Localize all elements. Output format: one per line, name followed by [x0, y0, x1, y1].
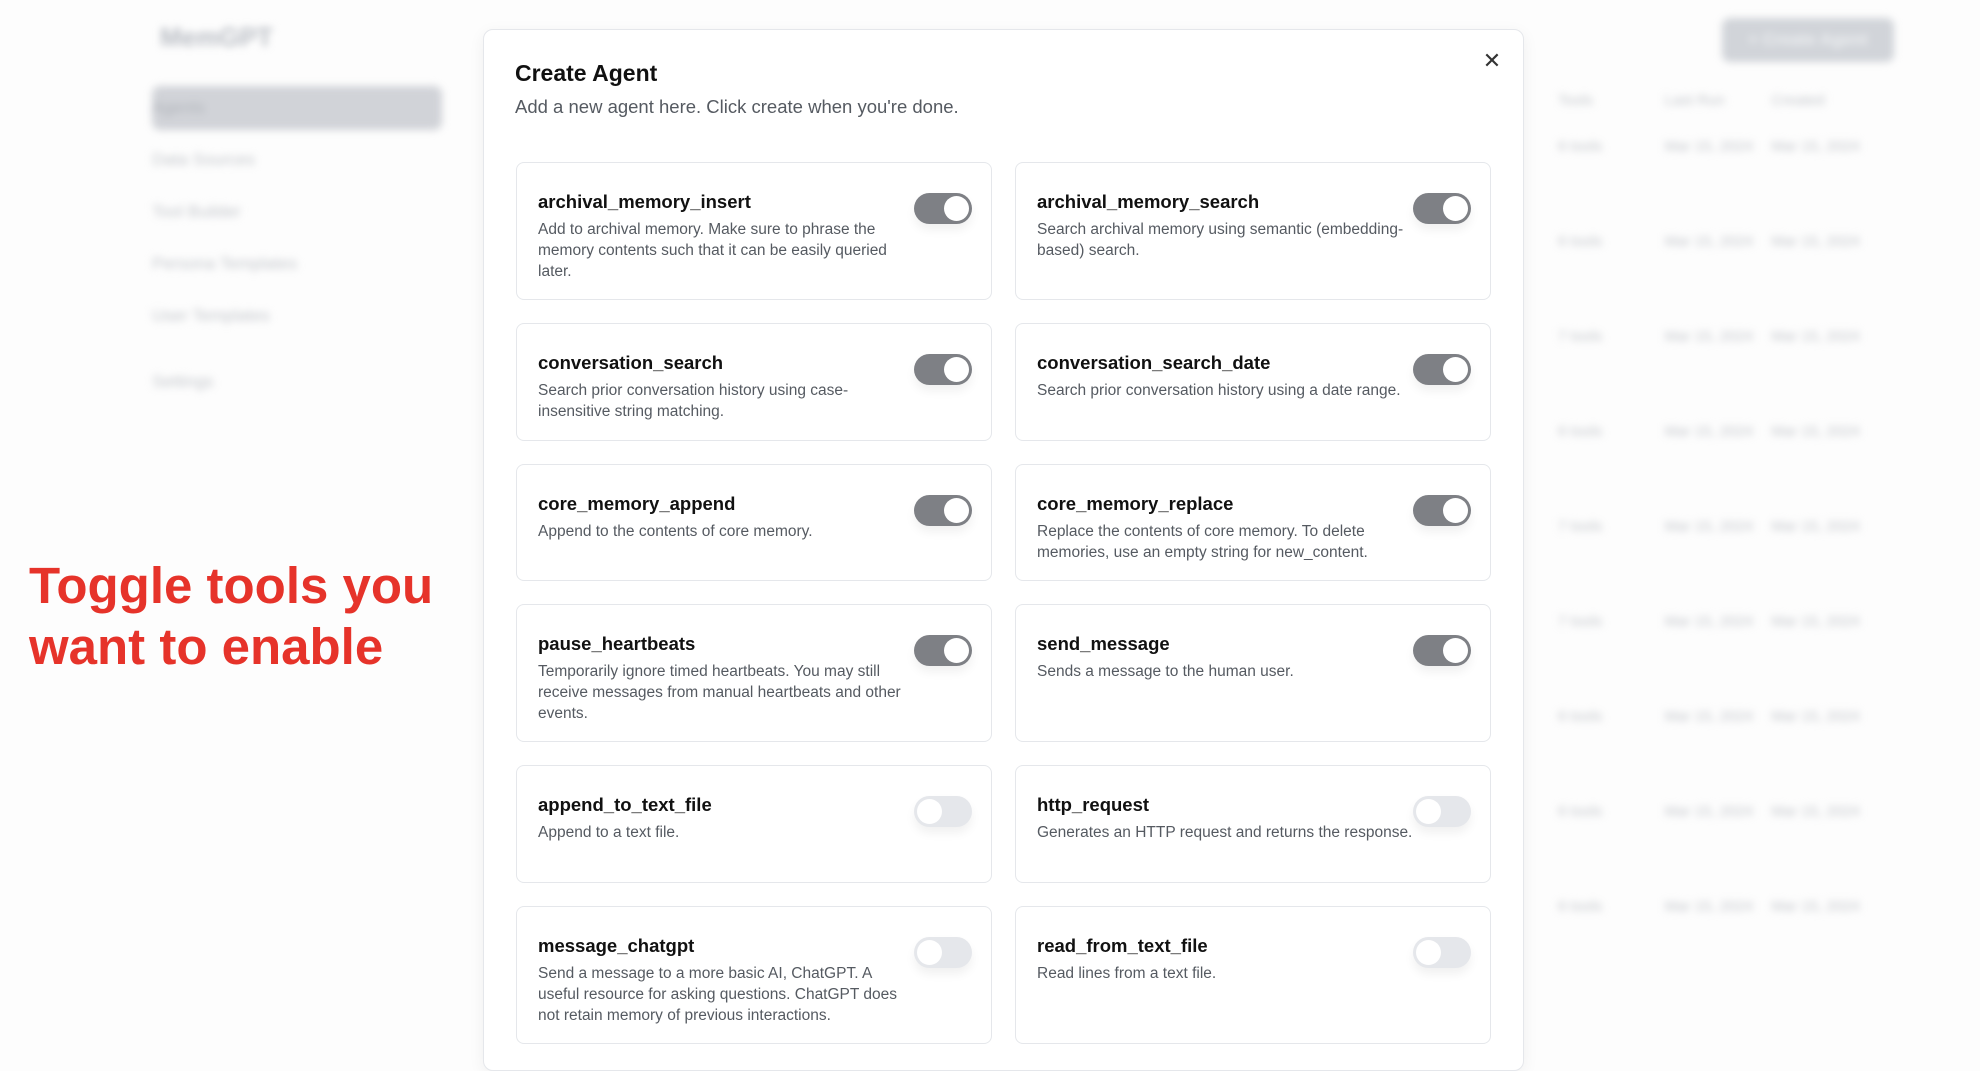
- table-row[interactable]: [1558, 518, 1878, 613]
- sidebar-nav: [152, 86, 442, 412]
- toggle-thumb: [1416, 799, 1441, 824]
- annotation-line: Toggle tools you: [29, 557, 434, 614]
- column-header: Last Run: [1664, 92, 1725, 109]
- tool-description: Generates an HTTP request and returns the response.: [1037, 824, 1413, 841]
- table-row[interactable]: [1558, 898, 1878, 993]
- tool-description: Search prior conversation history using a date range.: [1037, 382, 1401, 399]
- column-header: Tools: [1558, 92, 1594, 109]
- sidebar-item-tool-builder[interactable]: Tool Builder: [152, 202, 241, 221]
- table-cell: 6 tools: [1558, 708, 1603, 725]
- toggle-thumb: [944, 498, 969, 523]
- table-cell: Mar 15, 2024: [1771, 803, 1860, 820]
- annotation-line: want to enable: [29, 618, 384, 675]
- tool-card-message-chatgpt: [516, 906, 992, 1044]
- table-header: [1558, 92, 1878, 138]
- tool-name: http_request: [1037, 794, 1150, 815]
- tool-name: pause_heartbeats: [538, 633, 696, 654]
- close-icon[interactable]: ✕: [1482, 48, 1502, 73]
- toggle-thumb: [1416, 940, 1441, 965]
- tool-name: conversation_search_date: [1037, 352, 1271, 373]
- toggle-thumb: [1443, 638, 1468, 663]
- tool-card-conversation-search: [516, 323, 992, 441]
- table-cell: 6 tools: [1558, 138, 1603, 155]
- tool-name: send_message: [1037, 633, 1170, 654]
- tool-name: conversation_search: [538, 352, 724, 373]
- tool-card-http-request: [1015, 765, 1491, 883]
- tool-description: Add to archival memory. Make sure to phrase the memory contents such that it can be easily queried later.: [538, 221, 887, 280]
- tool-description: Sends a message to the human user.: [1037, 663, 1294, 680]
- tool-description: Read lines from a text file.: [1037, 965, 1217, 982]
- tool-description: Append to the contents of core memory.: [538, 523, 813, 540]
- table-cell: Mar 15, 2024: [1771, 233, 1860, 250]
- table-cell: 6 tools: [1558, 233, 1603, 250]
- toggle-thumb: [917, 940, 942, 965]
- app-brand: MemGPT: [160, 22, 273, 52]
- table-cell: Mar 15, 2024: [1771, 328, 1860, 345]
- tool-card-read-from-text-file: [1015, 906, 1491, 1044]
- tool-card-conversation-search-date: [1015, 323, 1491, 441]
- tool-toggle[interactable]: [914, 635, 972, 666]
- tool-toggle[interactable]: [1413, 354, 1471, 385]
- table-cell: Mar 15, 2024: [1664, 233, 1754, 250]
- table-row[interactable]: [1558, 803, 1878, 898]
- tool-toggle[interactable]: [914, 193, 972, 224]
- tool-description: Search prior conversation history using case-insensitive string matching.: [538, 382, 849, 420]
- toggle-thumb: [944, 638, 969, 663]
- sidebar-item-data-sources[interactable]: Data Sources: [152, 150, 255, 169]
- annotation-callout: [29, 555, 433, 677]
- tool-description: Temporarily ignore timed heartbeats. You may still receive messages from manual heartbeats and other events.: [538, 663, 901, 722]
- tool-grid: [516, 162, 1491, 1044]
- table-cell: 6 tools: [1558, 898, 1603, 915]
- table-cell: Mar 15, 2024: [1664, 613, 1754, 630]
- tool-toggle[interactable]: [914, 354, 972, 385]
- table-cell: 6 tools: [1558, 423, 1603, 440]
- toggle-thumb: [917, 799, 942, 824]
- table-row[interactable]: [1558, 233, 1878, 328]
- sidebar-item-user-templates[interactable]: User Templates: [152, 306, 270, 325]
- tool-description: Append to a text file.: [538, 824, 680, 841]
- table-cell: 7 tools: [1558, 518, 1603, 535]
- table-cell: Mar 15, 2024: [1664, 423, 1754, 440]
- table-cell: 6 tools: [1558, 803, 1603, 820]
- tool-toggle[interactable]: [1413, 937, 1471, 968]
- tool-name: archival_memory_insert: [538, 191, 751, 212]
- agents-table: [1558, 92, 1878, 993]
- sidebar-item-settings[interactable]: Settings: [152, 372, 214, 391]
- table-cell: Mar 15, 2024: [1771, 708, 1860, 725]
- tool-card-append-to-text-file: [516, 765, 992, 883]
- sidebar-item-persona-templates[interactable]: Persona Templates: [152, 254, 298, 273]
- table-cell: Mar 15, 2024: [1664, 328, 1754, 345]
- table-cell: Mar 15, 2024: [1664, 898, 1754, 915]
- tool-toggle[interactable]: [1413, 495, 1471, 526]
- tool-card-core-memory-append: [516, 464, 992, 581]
- tool-toggle[interactable]: [1413, 635, 1471, 666]
- tool-card-core-memory-replace: [1015, 464, 1491, 581]
- dialog-subtitle: Add a new agent here. Click create when you're done.: [515, 96, 959, 117]
- sidebar-item-agents[interactable]: Agents: [152, 86, 442, 130]
- table-row[interactable]: [1558, 708, 1878, 803]
- table-row[interactable]: [1558, 328, 1878, 423]
- toggle-thumb: [1443, 196, 1468, 221]
- table-cell: Mar 15, 2024: [1771, 518, 1860, 535]
- create-agent-dialog: [483, 29, 1524, 1071]
- table-cell: Mar 15, 2024: [1664, 138, 1754, 155]
- tool-description: Send a message to a more basic AI, ChatGPT. A useful resource for asking questions. ChatGPT does not retain memory of previous interactions.: [538, 965, 897, 1024]
- tool-toggle[interactable]: [914, 937, 972, 968]
- tool-name: archival_memory_search: [1037, 191, 1260, 212]
- table-cell: Mar 15, 2024: [1771, 613, 1860, 630]
- tool-card-archival-memory-search: [1015, 162, 1491, 300]
- tool-name: read_from_text_file: [1037, 935, 1208, 956]
- tool-name: append_to_text_file: [538, 794, 712, 815]
- table-cell: Mar 15, 2024: [1664, 518, 1754, 535]
- table-cell: Mar 15, 2024: [1664, 803, 1754, 820]
- table-row[interactable]: [1558, 613, 1878, 708]
- tool-name: core_memory_append: [538, 493, 736, 514]
- tool-card-archival-memory-insert: [516, 162, 992, 300]
- tool-description: Replace the contents of core memory. To delete memories, use an empty string for new_content.: [1037, 523, 1368, 561]
- table-row[interactable]: [1558, 138, 1878, 233]
- tool-description: Search archival memory using semantic (embedding-based) search.: [1037, 221, 1404, 259]
- table-cell: Mar 15, 2024: [1664, 708, 1754, 725]
- table-cell: Mar 15, 2024: [1771, 138, 1860, 155]
- tool-name: core_memory_replace: [1037, 493, 1234, 514]
- table-cell: Mar 15, 2024: [1771, 898, 1860, 915]
- toggle-thumb: [944, 357, 969, 382]
- tool-toggle[interactable]: [914, 495, 972, 526]
- tool-toggle[interactable]: [1413, 796, 1471, 827]
- column-header: Created: [1771, 92, 1825, 109]
- tool-card-send-message: [1015, 604, 1491, 742]
- tool-name: message_chatgpt: [538, 935, 695, 956]
- tool-toggle[interactable]: [1413, 193, 1471, 224]
- table-cell: 7 tools: [1558, 613, 1603, 630]
- toggle-thumb: [944, 196, 969, 221]
- tool-card-pause-heartbeats: [516, 604, 992, 742]
- toggle-thumb: [1443, 357, 1468, 382]
- table-cell: Mar 15, 2024: [1771, 423, 1860, 440]
- toggle-thumb: [1443, 498, 1468, 523]
- create-agent-button[interactable]: + Create Agent: [1722, 18, 1894, 62]
- dialog-title: Create Agent: [515, 60, 658, 86]
- table-row[interactable]: [1558, 423, 1878, 518]
- tool-toggle[interactable]: [914, 796, 972, 827]
- table-cell: 7 tools: [1558, 328, 1603, 345]
